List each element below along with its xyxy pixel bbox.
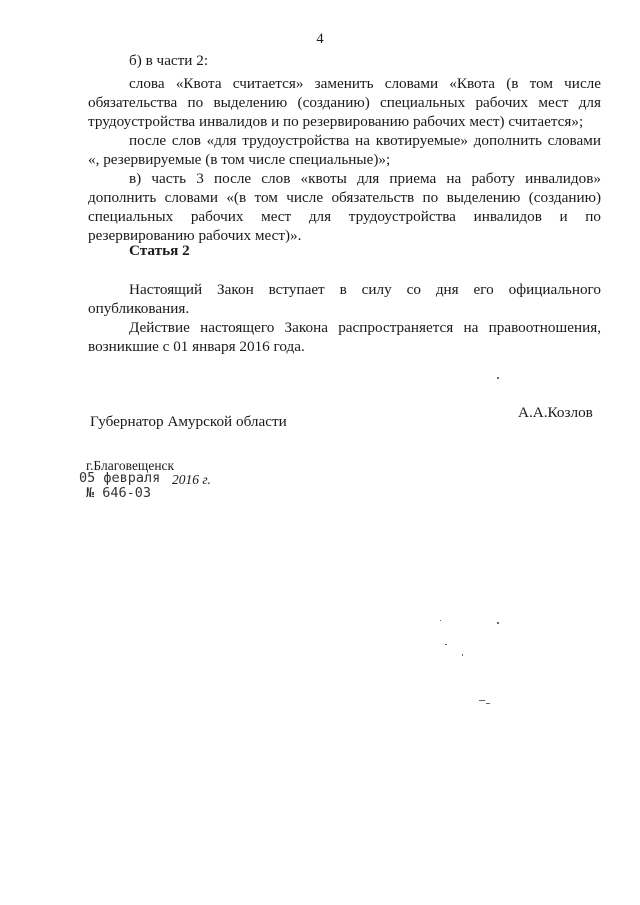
- article-2-heading: Статья 2: [129, 242, 190, 259]
- article-2-para2-line1: Действие настоящего Закона распространяется на правоотношения,: [129, 319, 601, 336]
- article-2-para1-line2: опубликования.: [88, 300, 190, 317]
- scan-speck: [497, 622, 499, 624]
- scan-speck: [486, 703, 490, 704]
- governor-name: А.А.Козлов: [518, 404, 593, 421]
- scan-speck: [462, 654, 463, 656]
- city-name: г.Благовещенск: [86, 458, 175, 473]
- page-number: 4: [316, 31, 324, 47]
- date-stamp: 05 февраля: [79, 470, 161, 486]
- governor-title: Губернатор Амурской области: [90, 413, 287, 430]
- item-b-heading: б) в части 2:: [129, 52, 209, 69]
- item-c-line2: дополнить словами «(в том числе обязательств по выделению (созданию): [88, 189, 601, 206]
- scan-speck: [497, 377, 499, 379]
- item-b-para1-line2: обязательства по выделению (созданию) специальных рабочих мест для: [88, 94, 601, 111]
- item-c-line1: в) часть 3 после слов «квоты для приема на работу инвалидов»: [129, 170, 601, 187]
- date-year: 2016 г.: [172, 472, 211, 487]
- article-2-para2-line2: возникшие с 01 января 2016 года.: [88, 338, 305, 355]
- item-b-para1-line3: трудоустройства инвалидов и по резервированию рабочих мест) считается»;: [88, 113, 584, 130]
- scan-speck: [445, 644, 447, 645]
- item-b-para2-line1: после слов «для трудоустройства на квотируемые» дополнить словами: [129, 132, 601, 149]
- item-b-para1-line1: слова «Квота считается» заменить словами «Квота (в том числе: [129, 75, 601, 92]
- article-2-para1-line1: Настоящий Закон вступает в силу со дня его официального: [129, 281, 601, 298]
- scan-speck: [440, 620, 441, 621]
- item-b-para2-line2: «, резервируемые (в том числе специальные)»;: [88, 151, 391, 168]
- item-c-line3: специальных рабочих мест для трудоустройства инвалидов и по: [88, 208, 601, 225]
- scan-speck: [479, 700, 485, 701]
- document-number: № 646-03: [86, 485, 152, 501]
- item-c-line4: резервированию рабочих мест)».: [88, 227, 302, 244]
